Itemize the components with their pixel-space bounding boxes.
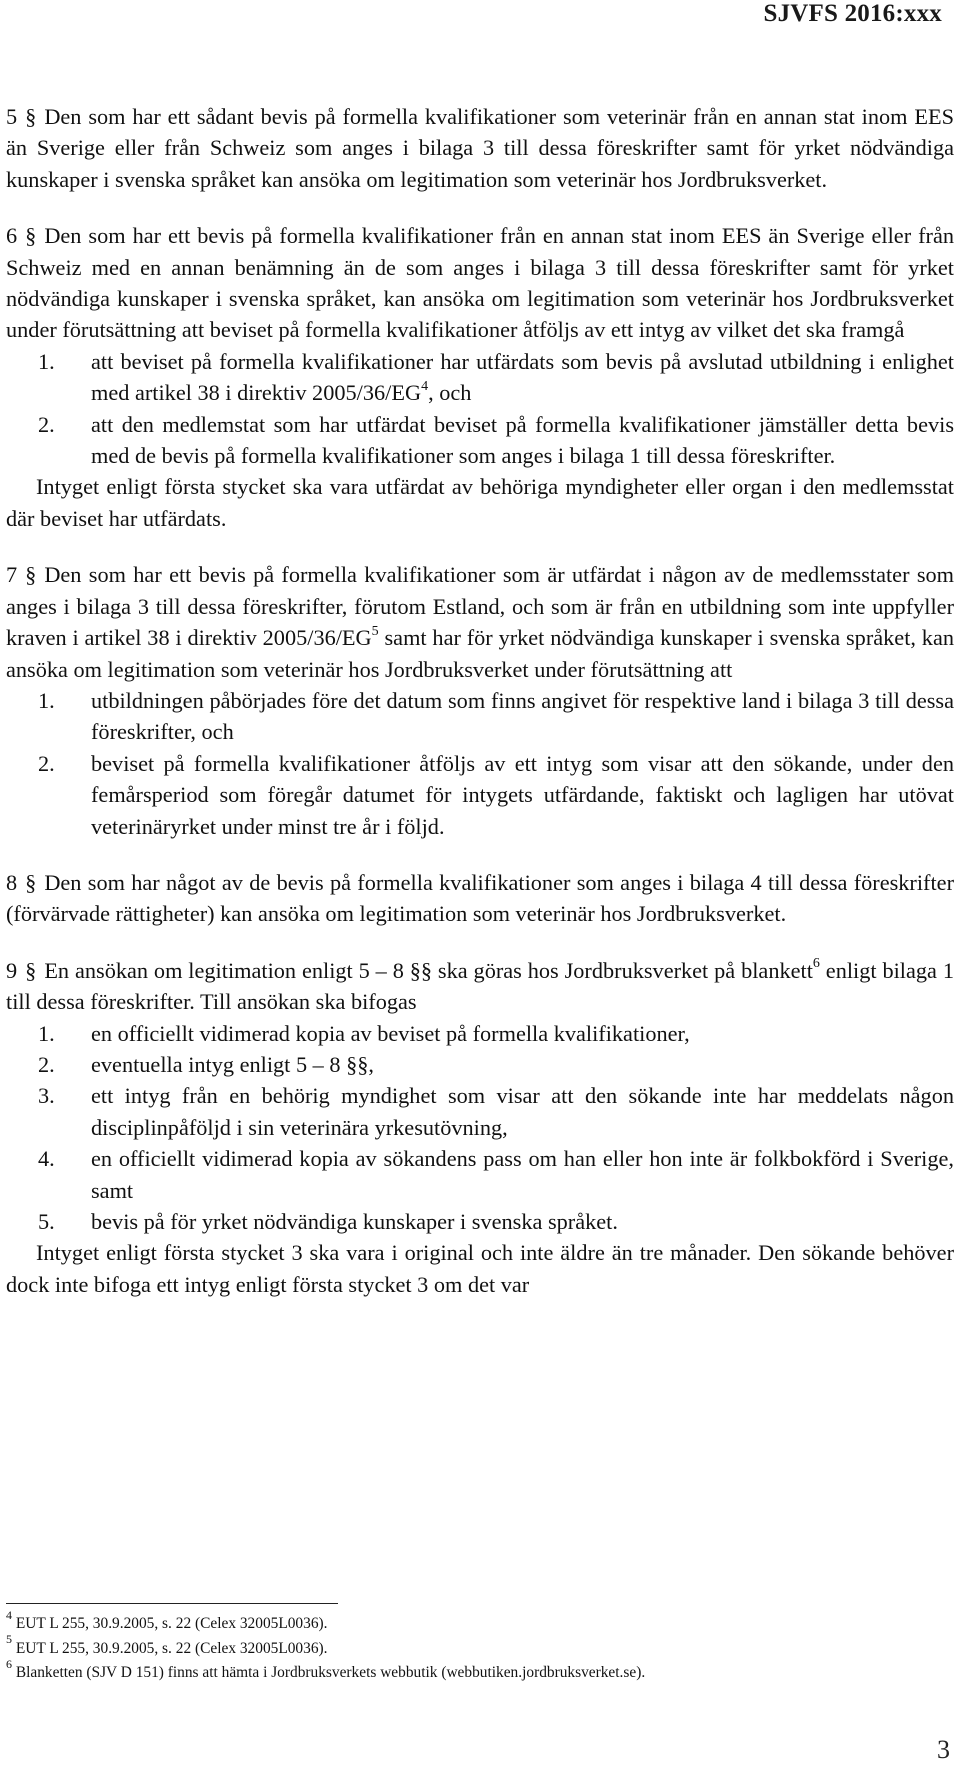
list-item-number: 1. <box>38 1020 55 1046</box>
section-number: 8 <box>6 869 18 895</box>
list-item-text: att beviset på formella kvalifikationer har utfärdats som bevis på avslutad utbildning i enlighet med artikel 38 i direktiv 2005/36/EG <box>91 348 954 406</box>
list-item-text: ett intyg från en behörig myndighet som visar att den sökande inte har meddelats någon disciplinpåföljd i sin veterinära yrkesutövning, <box>91 1083 954 1140</box>
list-item-text: en officiellt vidimerad kopia av beviset på formella kvalifikationer, <box>91 1020 690 1046</box>
list-item-number: 2. <box>38 1051 55 1077</box>
list-item-text: att den medlemstat som har utfärdat beviset på formella kvalifikationer jämställer detta bevis med de bevis på formella kvalifikationer som anges i bilaga 1 till dessa föreskrifter. <box>91 411 954 469</box>
section-sign: § <box>25 957 37 983</box>
list-item-text: eventuella intyg enligt 5 – 8 §§, <box>91 1051 374 1077</box>
footnotes <box>6 1607 946 1686</box>
list-item <box>6 1080 954 1143</box>
section-6-closing: Intyget enligt första stycket ska vara utfärdat av behöriga myndigheter eller organ i den medlemsstat där beviset har utfärdats. <box>6 474 954 531</box>
footnote-number: 6 <box>6 1656 12 1671</box>
page-number: 3 <box>937 1735 950 1764</box>
footnote-reference: 5 <box>371 623 379 639</box>
section-sign: § <box>25 223 37 249</box>
footnote-number: 4 <box>6 1607 12 1622</box>
list-item <box>6 409 954 472</box>
section-5 <box>6 101 954 195</box>
section-number: 5 <box>6 104 18 129</box>
section-7-text: Den som har ett bevis på formella kvalifikationer som är utfärdat i någon av de medlemsstater som anges i bilaga 3 till dessa föreskrifter, förutom Estland, och som är från en utbildning som inte uppfyller kraven i artikel 38 i direktiv 2005/36/EG <box>6 562 954 651</box>
section-8 <box>6 867 954 930</box>
footnote-separator <box>6 1603 338 1604</box>
section-sign: § <box>25 869 37 895</box>
section-9-closing: Intyget enligt första stycket 3 ska vara i original och inte äldre än tre månader. Den sökande behöver dock inte bifoga ett intyg enligt första stycket 3 om det var <box>6 1240 954 1297</box>
section-number: 9 <box>6 957 18 983</box>
section-sign: § <box>25 104 37 129</box>
section-7-list <box>6 685 954 842</box>
list-item-number: 2. <box>38 411 55 437</box>
list-item <box>6 1143 954 1206</box>
section-8-text: Den som har något av de bevis på formella kvalifikationer som anges i bilaga 4 till dessa föreskrifter (förvärvade rättigheter) kan ansöka om legitimation som veterinär hos Jordbruksverket. <box>6 869 954 927</box>
document-id-header: SJVFS 2016:xxx <box>763 0 942 27</box>
list-item <box>6 685 954 748</box>
list-item-number: 1. <box>38 687 55 713</box>
footnote-text: Blanketten (SJV D 151) finns att hämta i Jordbruksverkets webbutik (webbutiken.jordbruksverket.se). <box>15 1664 646 1681</box>
footnote <box>6 1632 946 1662</box>
section-6-list <box>6 346 954 472</box>
section-5-text: Den som har ett sådant bevis på formella kvalifikationer som veterinär från en annan stat inom EES än Sverige eller från Schweiz som anges i bilaga 3 till dessa föreskrifter samt för yrket nödvändiga kunskaper i svenska språket kan ansöka om legitimation som veterinär hos Jordbruksverket. <box>6 104 954 192</box>
document-body <box>6 101 954 1300</box>
section-9 <box>6 955 954 1018</box>
list-item-tail: , och <box>428 380 472 406</box>
list-item-text: utbildningen påbörjades före det datum som finns angivet för respektive land i bilaga 3 till dessa föreskrifter, och <box>91 687 954 745</box>
footnote-text: EUT L 255, 30.9.2005, s. 22 (Celex 32005L0036). <box>15 1639 328 1657</box>
section-9-text: En ansökan om legitimation enligt 5 – 8 §§ ska göras hos Jordbruksverket på blankett <box>44 957 813 983</box>
list-item-number: 5. <box>38 1209 55 1234</box>
list-item-number: 4. <box>38 1146 55 1172</box>
footnote-text: EUT L 255, 30.9.2005, s. 22 (Celex 32005L0036). <box>15 1615 328 1632</box>
section-9-list <box>6 1018 954 1238</box>
section-7 <box>6 559 954 685</box>
footnote-reference: 6 <box>812 956 820 972</box>
section-number: 6 <box>6 223 18 249</box>
list-item <box>6 1018 954 1049</box>
section-6-text: Den som har ett bevis på formella kvalifikationer från en annan stat inom EES än Sverige eller från Schweiz med en annan benämning än de som anges i bilaga 3 till dessa föreskrifter samt för yrket nödvändiga kunskaper i svenska språket, kan ansöka om legitimation som veterinär hos Jordbruksverket under förutsättning att beviset på formella kvalifikationer åtföljs av ett intyg av vilket det ska framgå <box>6 223 954 343</box>
list-item <box>6 346 954 409</box>
section-number: 7 <box>6 562 18 588</box>
section-sign: § <box>25 562 37 588</box>
list-item-number: 2. <box>38 750 55 776</box>
list-item <box>6 1206 954 1237</box>
section-6 <box>6 220 954 346</box>
list-item-text: beviset på formella kvalifikationer åtföljs av ett intyg som visar att den sökande, under den femårsperiod som föregår datumet för intygets utfärdande, faktiskt och lagligen har utövat veterinäryrket under minst tre år i följd. <box>91 750 954 839</box>
footnote <box>6 1607 946 1637</box>
list-item <box>6 748 954 842</box>
list-item <box>6 1049 954 1080</box>
section-9-text-tail: enligt bilaga 1 till dessa föreskrifter. Till ansökan ska bifogas <box>6 957 954 1015</box>
list-item-number: 1. <box>38 348 55 374</box>
list-item-text: en officiellt vidimerad kopia av sökandens pass om han eller hon inte är folkbokförd i Sverige, samt <box>91 1146 954 1203</box>
list-item-number: 3. <box>38 1083 55 1109</box>
footnote-number: 5 <box>6 1632 12 1647</box>
footnote <box>6 1656 946 1686</box>
footnote-reference: 4 <box>421 378 429 394</box>
list-item-text: bevis på för yrket nödvändiga kunskaper i svenska språket. <box>91 1209 618 1234</box>
section-7-text-tail: samt har för yrket nödvändiga kunskaper i svenska språket, kan ansöka om legitimation som veterinär hos Jordbruksverket under förutsättning att <box>6 625 954 682</box>
